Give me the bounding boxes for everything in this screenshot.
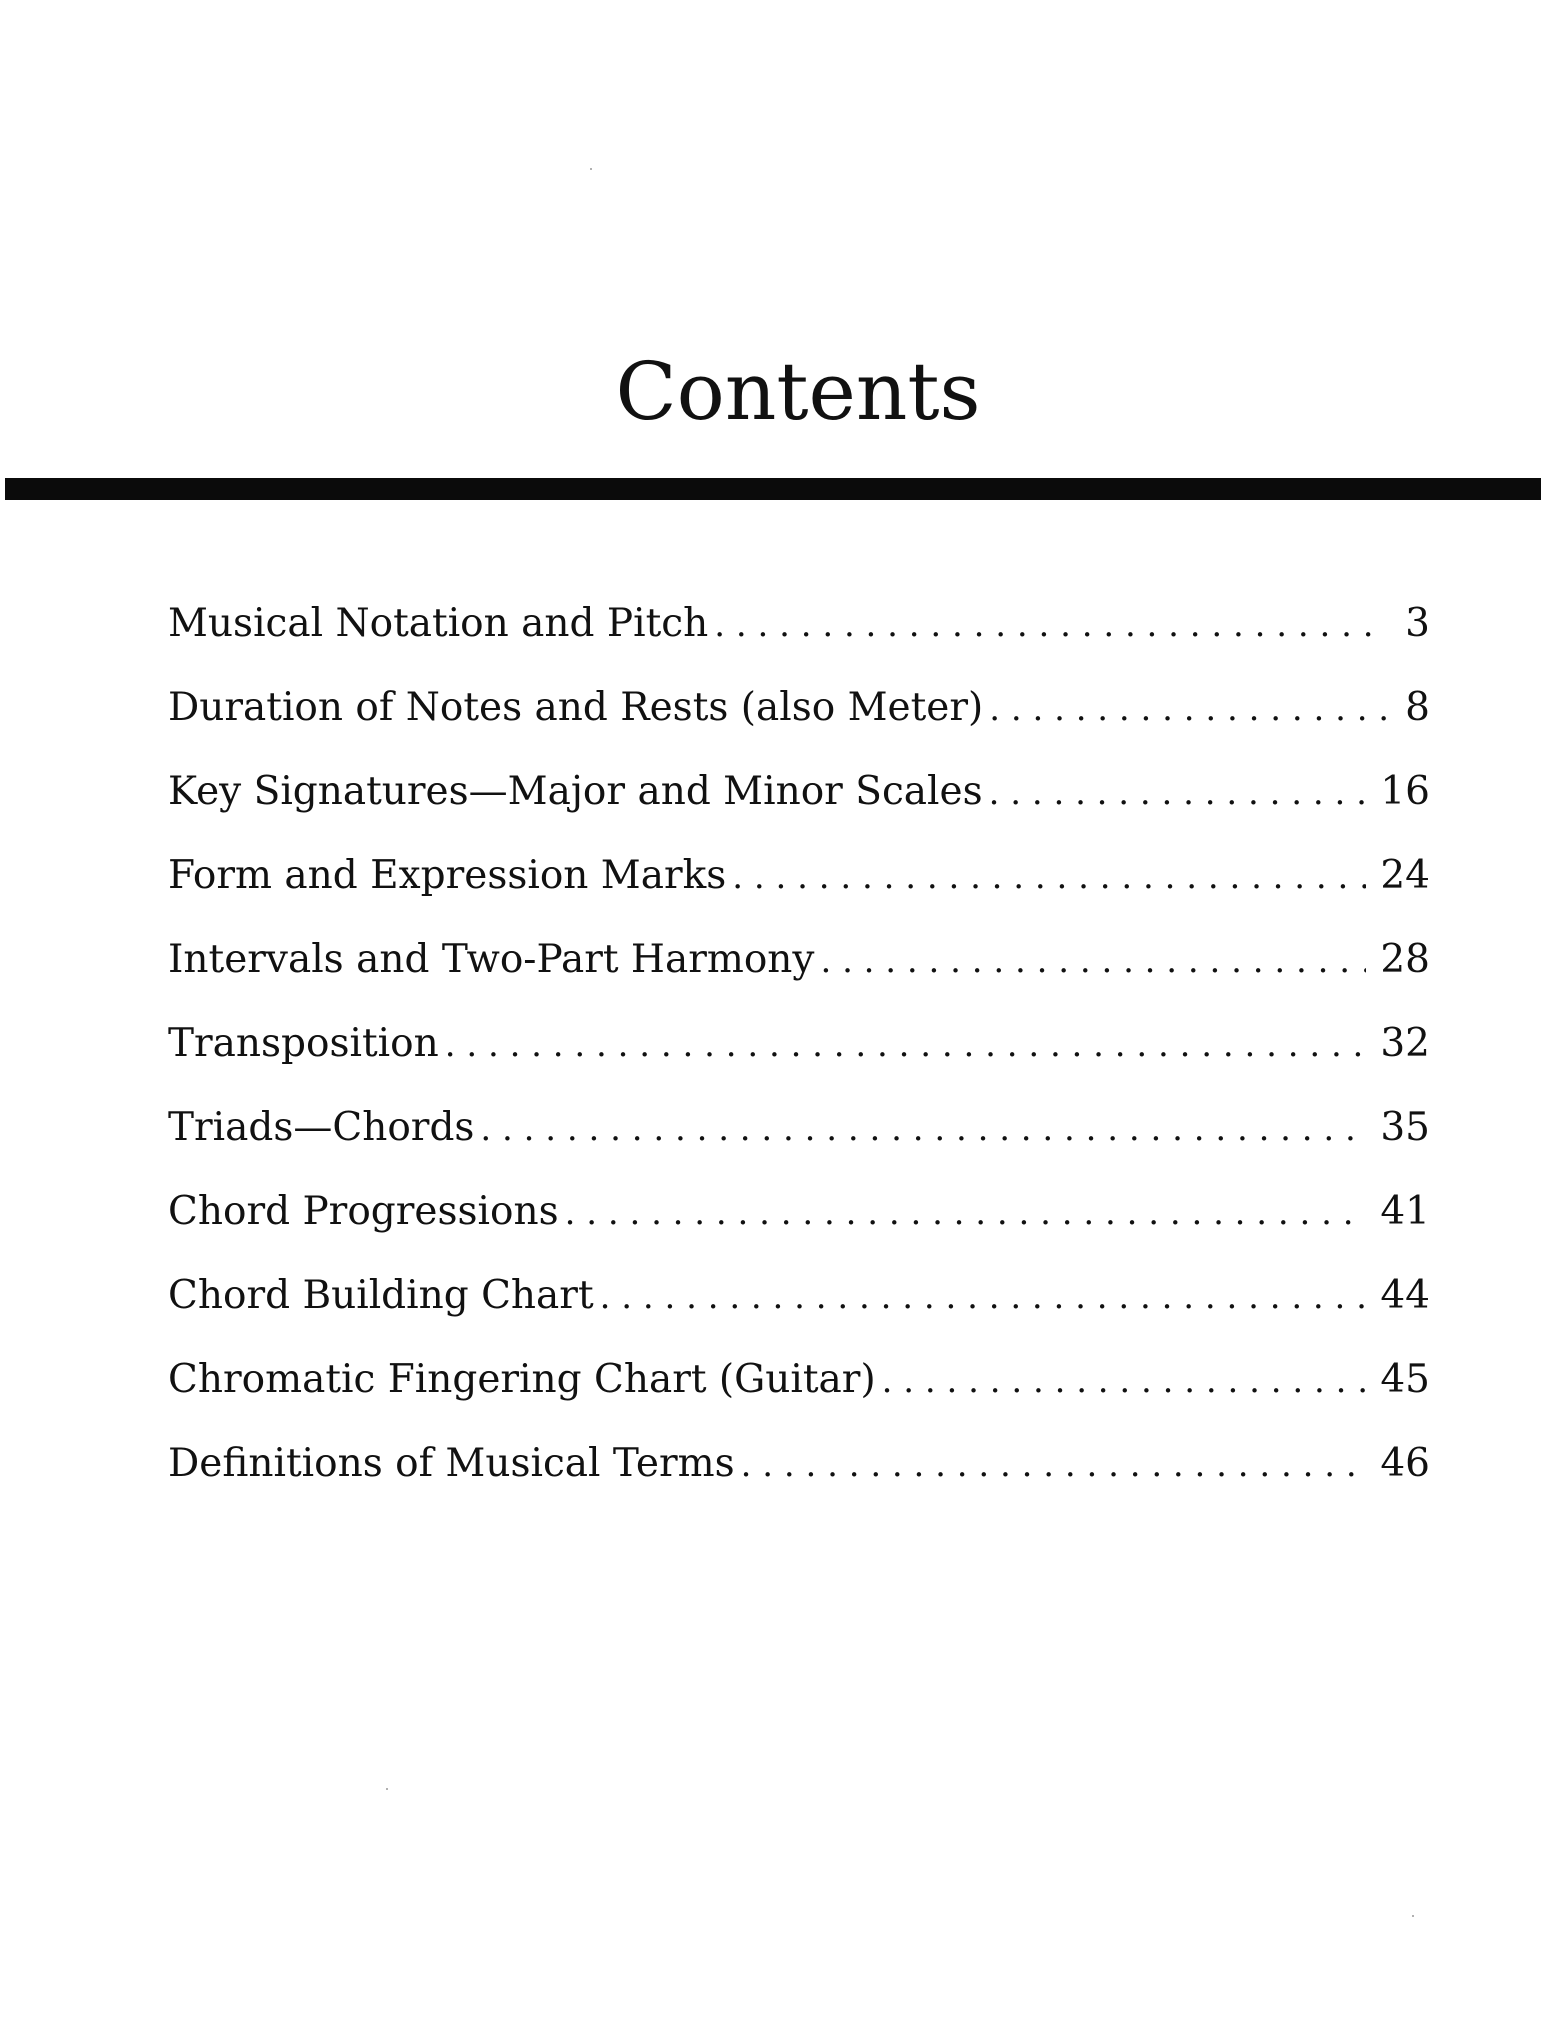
toc-entry (168, 846, 1430, 930)
toc-entry-page: 28 (1380, 937, 1430, 982)
toc-entry-page: 45 (1380, 1357, 1430, 1402)
toc-entry (168, 1266, 1430, 1350)
toc-entry-title: Key Signatures—Major and Minor Scales (168, 769, 983, 814)
scan-speck (386, 1788, 388, 1790)
toc-entry (168, 1014, 1430, 1098)
dot-leader (741, 1435, 1367, 1495)
toc-entry (168, 1350, 1430, 1434)
dot-leader (480, 1099, 1366, 1159)
toc-entry (168, 930, 1430, 1014)
dot-leader (732, 847, 1366, 907)
toc-entry-title: Chromatic Fingering Chart (Guitar) (168, 1357, 876, 1402)
scan-speck (1412, 1915, 1414, 1917)
dot-leader (445, 1015, 1367, 1075)
title-rule (5, 478, 1541, 500)
scan-speck (590, 168, 592, 170)
dot-leader (989, 679, 1386, 739)
page-title: Contents (615, 345, 981, 438)
toc-entry-title: Definitions of Musical Terms (168, 1441, 735, 1486)
toc-entry (168, 1434, 1430, 1518)
toc-entry-page: 32 (1380, 1021, 1430, 1066)
toc-entry (168, 678, 1430, 762)
toc-entry (168, 762, 1430, 846)
dot-leader (989, 763, 1367, 823)
toc-entry-title: Musical Notation and Pitch (168, 601, 709, 646)
toc-entry (168, 594, 1430, 678)
toc-entry-page: 46 (1380, 1441, 1430, 1486)
toc-entry-page: 35 (1380, 1105, 1430, 1150)
toc-entry-page: 8 (1405, 685, 1430, 730)
dot-leader (600, 1267, 1367, 1327)
toc-entry (168, 1182, 1430, 1266)
toc-entry-page: 3 (1405, 601, 1430, 646)
toc-entry-title: Triads—Chords (168, 1105, 475, 1150)
dot-leader (820, 931, 1366, 991)
toc-entry-page: 44 (1380, 1273, 1430, 1318)
toc-entry-page: 16 (1380, 769, 1430, 814)
toc-entry-title: Chord Building Chart (168, 1273, 594, 1318)
toc-entry-title: Intervals and Two-Part Harmony (168, 937, 815, 982)
dot-leader (565, 1183, 1367, 1243)
table-of-contents (168, 594, 1430, 1518)
toc-entry-title: Duration of Notes and Rests (also Meter) (168, 685, 984, 730)
toc-entry-page: 41 (1380, 1189, 1430, 1234)
dot-leader (714, 595, 1386, 655)
dot-leader (882, 1351, 1367, 1411)
toc-entry-title: Form and Expression Marks (168, 853, 727, 898)
toc-entry-title: Transposition (168, 1021, 439, 1066)
toc-entry-page: 24 (1380, 853, 1430, 898)
toc-entry (168, 1098, 1430, 1182)
toc-entry-title: Chord Progressions (168, 1189, 559, 1234)
